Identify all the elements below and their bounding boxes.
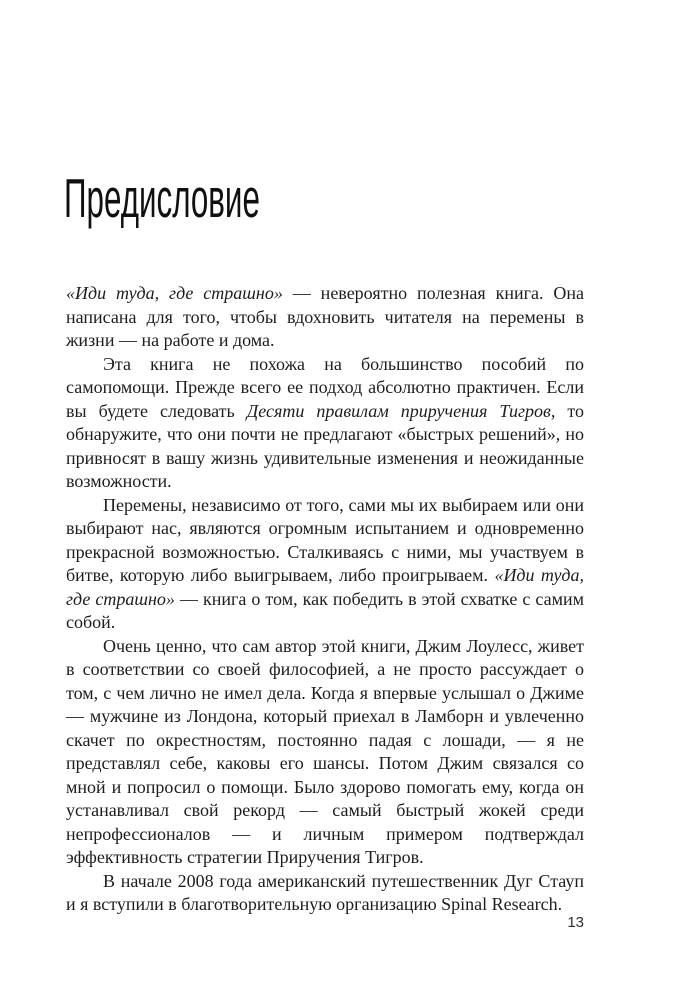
italic-text-segment: «Иди туда, где страшно» (66, 565, 585, 609)
text-segment: Очень ценно, что сам автор этой книги, Джим Лоулесс, живет в соответствии со своей философией, а не просто рассуждает о том, с чем лично не имел дела. Когда я впервые услышал о Джиме — мужчине из Лондона, который приехал в Ламборн и увлеченно скачет по окрестностям, постоянно падая с лошади, — я не представлял себе, каковы его шансы. Потом Джим связался со мной и попросил о помощи. Было здорово помогать ему, когда он устанавливал свой рекорд — самый быстрый жокей среди непрофессионалов — и личным примером подтверждал эффективность стратегии Приручения Тигров. (66, 635, 584, 867)
text-segment: Перемены, независимо от того, сами мы их выбираем или они выбирают нас, являются огромным испытанием и одновременно прекрасной возможностью. Сталкиваясь с ними, мы участвуем в битве, которую либо выигрываем, либо проигрываем. (66, 494, 584, 585)
body-text (66, 282, 584, 917)
italic-text-segment: Десяти правилам приручения Тигров (246, 400, 551, 421)
italic-text-segment: «Иди туда, где страшно» (66, 283, 283, 303)
text-segment: В начале 2008 года американский путешественник Дуг Стауп и я вступили в благотворительную организацию Spinal Research. (66, 870, 584, 914)
paragraph (66, 870, 584, 917)
paragraph (66, 635, 584, 870)
text-segment: — книга о том, как победить в этой схватке с самим собой. (66, 588, 585, 632)
text-segment: — невероятно полезная книга. Она написана для того, чтобы вдохновить читателя на перемены в жизни — на работе и дома. (66, 283, 584, 350)
paragraph (66, 282, 584, 353)
chapter-title: Предисловие (64, 167, 260, 229)
text-segment: Эта книга не похожа на большинство пособий по самопомощи. Прежде всего ее подход абсолютно практичен. Если вы будете следовать (66, 353, 584, 421)
paragraph (66, 494, 584, 635)
text-segment: , то обнаружите, что они почти не предлагают «быстрых решений», но привносят в вашу жизнь удивительные изменения и неожиданные возможности. (66, 400, 584, 491)
page-number: 13 (567, 914, 584, 931)
paragraph (66, 353, 584, 494)
